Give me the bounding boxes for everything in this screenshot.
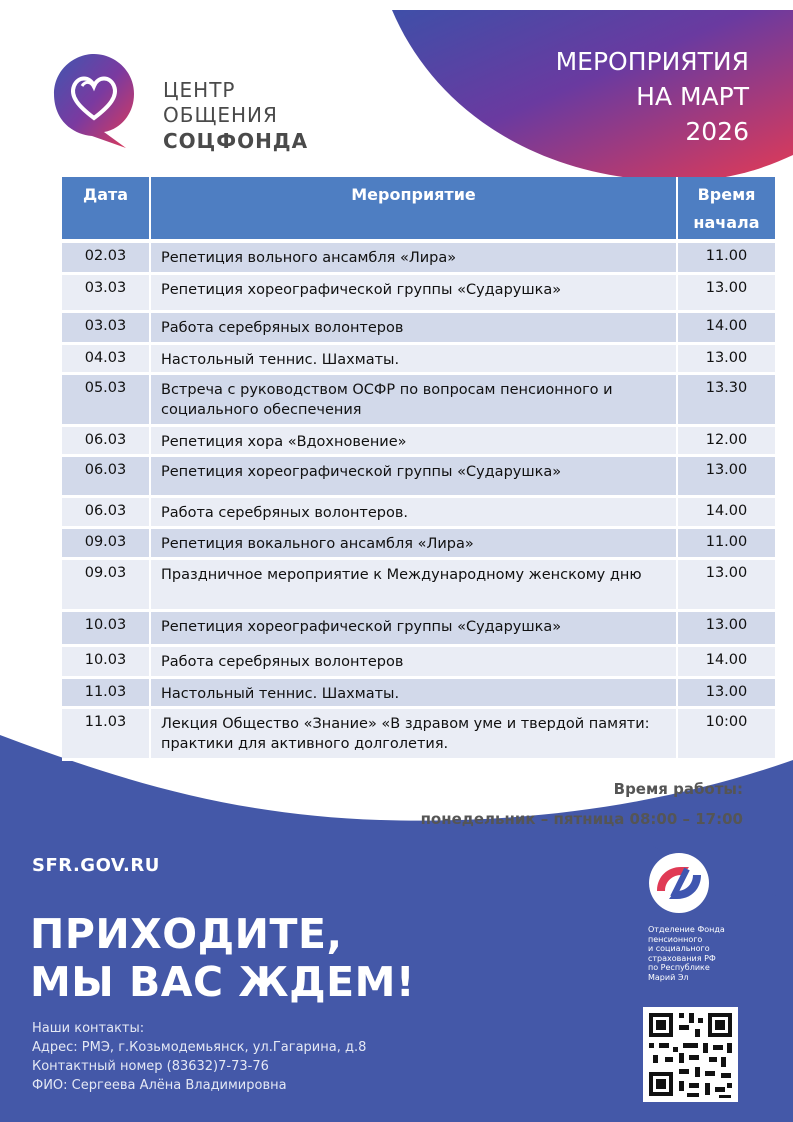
row-date: 03.03: [62, 313, 151, 342]
page-title: [556, 44, 749, 149]
row-time: 14.00: [705, 503, 748, 519]
header-date: Дата: [62, 177, 151, 239]
row-time: 11.00: [705, 534, 748, 550]
row-event: Работа серебряных волонтеров.: [151, 498, 678, 526]
row-date: 10.03: [62, 612, 151, 644]
header-event: Мероприятие: [151, 177, 678, 239]
row-time: 11.00: [705, 248, 748, 264]
sfr-line-5: по Республике: [648, 963, 710, 972]
row-date: 09.03: [62, 529, 151, 557]
table-row: [62, 679, 775, 709]
row-event: Настольный теннис. Шахматы.: [151, 679, 678, 706]
hours-title: Время работы:: [613, 780, 743, 798]
row-time: 13.00: [705, 565, 748, 581]
slogan: [30, 910, 415, 1006]
row-event: Репетиция хореографической группы «Сударушка»: [151, 457, 678, 495]
table-row: [62, 313, 775, 345]
table-row: [62, 243, 775, 275]
row-date: 06.03: [62, 457, 151, 495]
row-event: Репетиция вольного ансамбля «Лира»: [151, 243, 678, 272]
header-time-line-1: Время: [697, 185, 756, 204]
sfr-line-4: страхования РФ: [648, 953, 716, 963]
events-table: [62, 177, 775, 761]
row-event: Праздничное мероприятие к Международному женскому дню: [151, 560, 678, 609]
row-date: 11.03: [62, 679, 151, 706]
row-date: 03.03: [62, 275, 151, 310]
table-row: [62, 647, 775, 679]
sfr-line-1: Отделение Фонда: [648, 925, 725, 934]
row-event: Репетиция вокального ансамбля «Лира»: [151, 529, 678, 557]
row-event: Работа серебряных волонтеров: [151, 313, 678, 342]
logo-line-2: ОБЩЕНИЯ: [163, 103, 278, 127]
table-row: [62, 375, 775, 427]
sfr-line-3: и социального: [648, 944, 710, 953]
heart-logo-icon: [52, 52, 136, 150]
row-event: Репетиция хореографической группы «Сударушка»: [151, 275, 678, 310]
title-line-2: НА МАРТ: [636, 82, 749, 111]
row-date: 06.03: [62, 427, 151, 454]
row-time: 13.00: [705, 350, 748, 366]
table-row: [62, 345, 775, 375]
sfr-org-name: [648, 925, 758, 982]
row-time: 13.00: [705, 280, 748, 296]
table-row: [62, 529, 775, 560]
header-time: [678, 177, 775, 239]
table-header: [62, 177, 775, 243]
row-time: 14.00: [705, 318, 748, 334]
table-row: [62, 427, 775, 457]
hours-value: понедельник – пятница 08:00 – 17:00: [420, 810, 743, 828]
row-event: Встреча с руководством ОСФР по вопросам пенсионного и социального обеспечения: [151, 375, 678, 424]
table-body: [62, 243, 775, 761]
row-time: 13.00: [705, 462, 748, 478]
table-row: [62, 275, 775, 313]
row-time: 10:00: [705, 714, 748, 730]
table-row: [62, 709, 775, 761]
sfr-line-2: пенсионного: [648, 934, 703, 944]
row-time: 13.30: [705, 380, 748, 396]
row-date: 04.03: [62, 345, 151, 372]
row-date: 11.03: [62, 709, 151, 758]
row-date: 09.03: [62, 560, 151, 609]
table-row: [62, 560, 775, 612]
qr-code-icon[interactable]: [643, 1007, 738, 1102]
table-row: [62, 498, 775, 529]
row-date: 10.03: [62, 647, 151, 676]
contacts-block: [32, 1019, 366, 1095]
header-time-line-2: начала: [693, 213, 760, 232]
header-time-text: [693, 181, 759, 239]
title-line-1: МЕРОПРИЯТИЯ: [555, 47, 749, 76]
slogan-line-1: ПРИХОДИТЕ,: [30, 910, 343, 958]
row-event: Работа серебряных волонтеров: [151, 647, 678, 676]
website-link[interactable]: SFR.GOV.RU: [32, 855, 160, 876]
slogan-line-2: МЫ ВАС ЖДЕМ!: [30, 958, 416, 1006]
contacts-phone: Контактный номер (83632)7-73-76: [32, 1059, 269, 1074]
contacts-title: Наши контакты:: [32, 1021, 145, 1036]
row-date: 05.03: [62, 375, 151, 424]
sfr-logo-icon: [643, 853, 715, 913]
row-event: Репетиция хореографической группы «Сударушка»: [151, 612, 678, 644]
contacts-address: Адрес: РМЭ, г.Козьмодемьянск, ул.Гагарина, д.8: [32, 1040, 367, 1055]
contacts-person: ФИО: Сергеева Алёна Владимировна: [32, 1078, 287, 1093]
logo-line-3: СОЦФОНДА: [163, 129, 309, 153]
table-row: [62, 457, 775, 498]
row-time: 14.00: [705, 652, 748, 668]
row-time: 12.00: [705, 432, 748, 448]
logo-line-1: ЦЕНТР: [163, 78, 236, 102]
row-event: Репетиция хора «Вдохновение»: [151, 427, 678, 454]
title-line-3: 2026: [685, 117, 749, 146]
sfr-line-6: Марий Эл: [648, 972, 689, 982]
row-event: Лекция Общество «Знание» «В здравом уме и твердой памяти: практики для активного долголетия.: [151, 709, 678, 758]
row-time: 13.00: [705, 684, 748, 700]
table-row: [62, 612, 775, 647]
row-date: 06.03: [62, 498, 151, 526]
logo-wordmark: [163, 78, 308, 154]
row-date: 02.03: [62, 243, 151, 272]
row-time: 13.00: [705, 617, 748, 633]
row-event: Настольный теннис. Шахматы.: [151, 345, 678, 372]
